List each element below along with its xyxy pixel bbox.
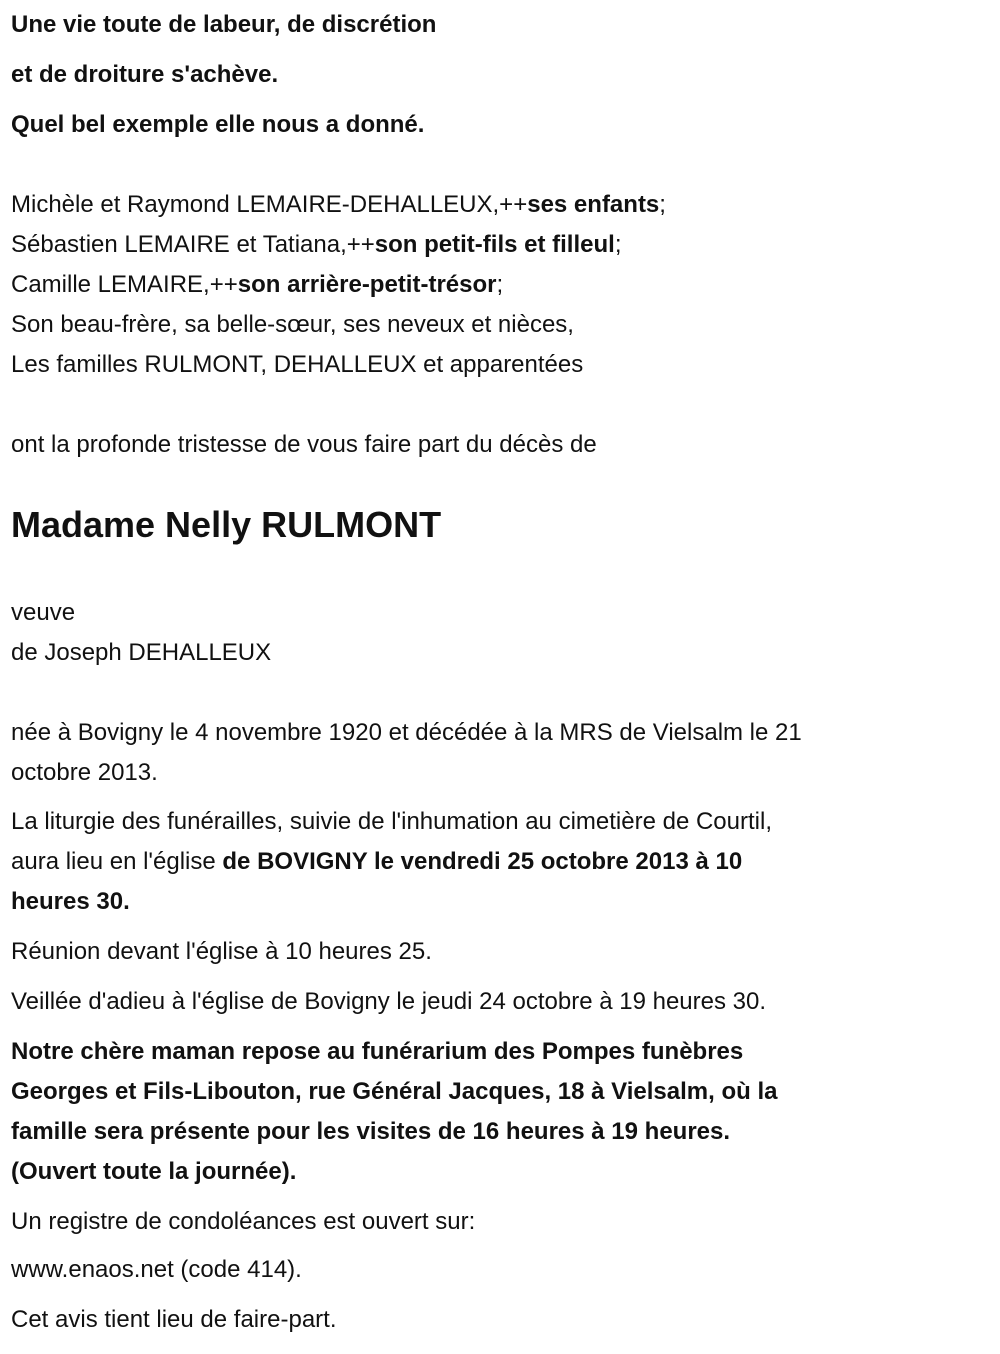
text-line: [11, 753, 158, 793]
bold-text: (Ouvert toute la journée).: [11, 1158, 297, 1185]
bold-text: heures 30.: [11, 888, 130, 915]
text-line: [11, 1250, 302, 1290]
text-line: [11, 1032, 743, 1072]
bold-text: et de droiture s'achève.: [11, 61, 279, 88]
bold-text: de BOVIGNY le vendredi 25 octobre 2013 à 10: [222, 848, 743, 875]
text: Cet avis tient lieu de faire-part.: [11, 1306, 337, 1333]
text-line: [11, 842, 742, 882]
text-line: [11, 1152, 296, 1192]
text: Sébastien LEMAIRE et Tatiana,++: [11, 231, 375, 258]
bold-text: Madame Nelly RULMONT: [11, 504, 442, 545]
text-line: [11, 425, 597, 465]
text-line: [11, 713, 802, 753]
bold-text: son petit-fils et filleul: [374, 231, 615, 258]
text-line: [11, 225, 621, 265]
text: ;: [496, 271, 504, 298]
text-line: [11, 345, 583, 385]
text-line: [11, 265, 503, 305]
text: veuve: [11, 599, 76, 626]
text-line: [11, 633, 271, 673]
bold-text: Notre chère maman repose au funérarium des Pompes funèbres: [11, 1038, 744, 1065]
text-line: [11, 55, 278, 95]
text-line: [11, 305, 574, 345]
text: Son beau-frère, sa belle-sœur, ses neveux et nièces,: [11, 311, 574, 338]
text-line: [11, 982, 766, 1022]
text: aura lieu en l'église: [11, 848, 223, 875]
bold-text: ses enfants: [527, 191, 660, 218]
bold-text: son arrière-petit-trésor: [237, 271, 497, 298]
text-line: [11, 802, 772, 842]
deceased-name-title: [11, 500, 441, 550]
text-line: [11, 882, 130, 922]
text: Les familles RULMONT, DEHALLEUX et apparentées: [11, 351, 584, 378]
text-line: [11, 185, 666, 225]
text-line: [11, 593, 75, 633]
text-line: [11, 932, 432, 972]
text-line: [11, 1072, 777, 1112]
text: de Joseph DEHALLEUX: [11, 639, 272, 666]
text: Réunion devant l'église à 10 heures 25.: [11, 938, 432, 965]
text-line: [11, 5, 436, 45]
text-line: [11, 105, 424, 145]
bold-text: Une vie toute de labeur, de discrétion: [11, 11, 437, 38]
text-line: [11, 1202, 475, 1242]
bold-text: Quel bel exemple elle nous a donné.: [11, 111, 425, 138]
text: Michèle et Raymond LEMAIRE-DEHALLEUX,++: [11, 191, 528, 218]
text: Camille LEMAIRE,++: [11, 271, 238, 298]
text: née à Bovigny le 4 novembre 1920 et décédée à la MRS de Vielsalm le 21: [11, 719, 802, 746]
text: octobre 2013.: [11, 759, 158, 786]
text-line: [11, 1300, 337, 1340]
text: ont la profonde tristesse de vous faire part du décès de: [11, 431, 597, 458]
text: ;: [659, 191, 666, 218]
text: La liturgie des funérailles, suivie de l'inhumation au cimetière de Courtil,: [11, 808, 772, 835]
text-line: [11, 1112, 730, 1152]
text: Veillée d'adieu à l'église de Bovigny le jeudi 24 octobre à 19 heures 30.: [11, 988, 767, 1015]
text: Un registre de condoléances est ouvert sur:: [11, 1208, 476, 1235]
text: ;: [614, 231, 622, 258]
text: www.enaos.net (code 414).: [11, 1256, 302, 1283]
bold-text: Georges et Fils-Libouton, rue Général Jacques, 18 à Vielsalm, où la: [11, 1078, 778, 1105]
bold-text: famille sera présente pour les visites de 16 heures à 19 heures.: [11, 1118, 731, 1145]
